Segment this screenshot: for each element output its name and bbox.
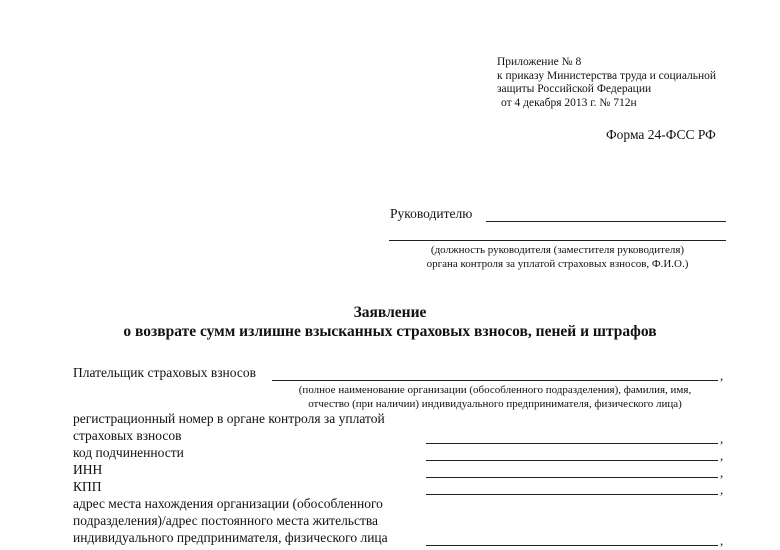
- inn-label: ИНН: [73, 462, 103, 477]
- addressee-caption-line: органа контроля за уплатой страховых взносов, Ф.И.О.): [426, 258, 689, 270]
- addressee-position-line[interactable]: [389, 240, 726, 241]
- appendix-line: от 4 декабря 2013 г. № 712н: [501, 96, 637, 109]
- comma: ,: [720, 533, 724, 548]
- payer-label: Плательщик страховых взносов: [73, 365, 256, 380]
- kpp-label: КПП: [73, 479, 102, 494]
- address-label-cont: подразделения)/адрес постоянного места жительства: [73, 513, 379, 528]
- payer-caption-line: отчество (при наличии) индивидуального предпринимателя, физического лица): [308, 398, 682, 410]
- inn-line[interactable]: [426, 477, 718, 478]
- comma: ,: [720, 465, 724, 480]
- comma: ,: [720, 448, 724, 463]
- appendix-line: защиты Российской Федерации: [497, 83, 652, 95]
- comma: ,: [720, 368, 724, 383]
- comma: ,: [720, 482, 724, 497]
- addressee-label: Руководителю: [390, 206, 473, 221]
- subordination-code-label: код подчиненности: [73, 445, 184, 460]
- addressee-caption-line: (должность руководителя (заместителя руководителя): [430, 244, 685, 256]
- payer-caption-line: (полное наименование организации (обособленного подразделения), фамилия, имя,: [298, 384, 692, 396]
- form-id: Форма 24-ФСС РФ: [606, 127, 716, 142]
- appendix-line: к приказу Министерства труда и социальной: [497, 69, 717, 82]
- payer-name-line[interactable]: [272, 380, 718, 381]
- document-subtitle: о возврате сумм излишне взысканных страховых взносов, пеней и штрафов: [123, 323, 657, 340]
- addressee-caption: [389, 243, 726, 271]
- reg-number-label-cont: страховых взносов: [73, 428, 182, 443]
- reg-number-label: регистрационный номер в органе контроля за уплатой: [73, 411, 385, 426]
- document-title: Заявление: [353, 304, 427, 321]
- address-label: адрес места нахождения организации (обособленного: [73, 496, 383, 511]
- payer-caption: [272, 383, 718, 411]
- addressee-name-line[interactable]: [486, 221, 726, 222]
- kpp-line[interactable]: [426, 494, 718, 495]
- address-line[interactable]: [426, 545, 718, 546]
- appendix-line: Приложение № 8: [497, 56, 582, 68]
- comma: ,: [720, 431, 724, 446]
- reg-number-line[interactable]: [426, 443, 718, 444]
- address-label-cont: индивидуального предпринимателя, физического лица: [73, 530, 388, 545]
- subordination-code-line[interactable]: [426, 460, 718, 461]
- appendix-header: [497, 56, 716, 110]
